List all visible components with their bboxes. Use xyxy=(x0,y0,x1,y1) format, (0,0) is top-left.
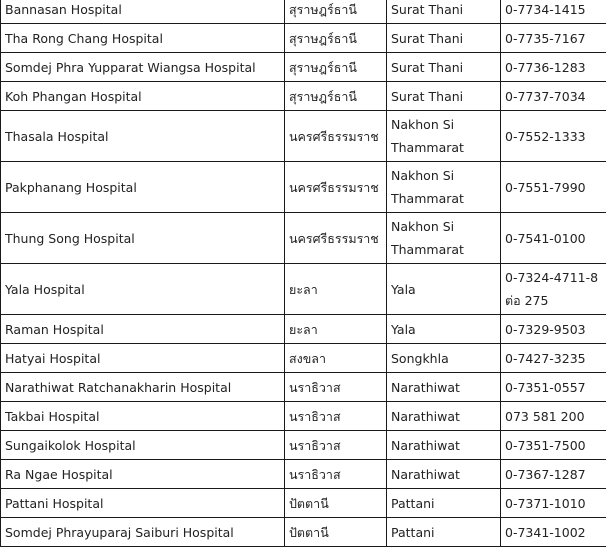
phone-number: 0-7552-1333 xyxy=(501,111,606,162)
table-row xyxy=(1,82,606,111)
hospital-name: Yala Hospital xyxy=(1,264,285,315)
phone-number: 0-7351-7500 xyxy=(501,431,606,460)
table-row xyxy=(1,264,606,315)
table-row xyxy=(1,373,606,402)
table-row xyxy=(1,162,606,213)
province-english: Pattani xyxy=(387,518,501,547)
province-thai: นราธิวาส xyxy=(285,431,387,460)
province-thai: สงขลา xyxy=(285,344,387,373)
phone-number: 0-7735-7167 xyxy=(501,24,606,53)
hospital-name: Thasala Hospital xyxy=(1,111,285,162)
hospital-name: Thung Song Hospital xyxy=(1,213,285,264)
phone-number: 0-7734-1415 xyxy=(501,0,606,24)
province-thai: สุราษฎร์ธานี xyxy=(285,0,387,24)
table-row xyxy=(1,111,606,162)
phone-number: 0-7367-1287 xyxy=(501,460,606,489)
phone-number: 0-7371-1010 xyxy=(501,489,606,518)
table-row xyxy=(1,213,606,264)
hospital-name: Takbai Hospital xyxy=(1,402,285,431)
province-english: Yala xyxy=(387,315,501,344)
province-thai: ปัตตานี xyxy=(285,518,387,547)
province-thai: ยะลา xyxy=(285,264,387,315)
table-row xyxy=(1,344,606,373)
province-english: Songkhla xyxy=(387,344,501,373)
phone-number: 0-7551-7990 xyxy=(501,162,606,213)
province-thai: ยะลา xyxy=(285,315,387,344)
province-thai: นราธิวาส xyxy=(285,373,387,402)
phone-number: 0-7541-0100 xyxy=(501,213,606,264)
phone-number: 0-7329-9503 xyxy=(501,315,606,344)
province-english: Narathiwat xyxy=(387,431,501,460)
hospital-name: Pattani Hospital xyxy=(1,489,285,518)
hospital-name: Raman Hospital xyxy=(1,315,285,344)
province-english: Nakhon Si Thammarat xyxy=(387,213,501,264)
province-english: Surat Thani xyxy=(387,0,501,24)
province-english: Surat Thani xyxy=(387,53,501,82)
province-thai: สุราษฎร์ธานี xyxy=(285,82,387,111)
table-row xyxy=(1,0,606,24)
table-row xyxy=(1,402,606,431)
phone-number: 0-7427-3235 xyxy=(501,344,606,373)
province-english: Narathiwat xyxy=(387,373,501,402)
table-row xyxy=(1,460,606,489)
hospital-name: Bannasan Hospital xyxy=(1,0,285,24)
table-row xyxy=(1,53,606,82)
province-english: Surat Thani xyxy=(387,24,501,53)
province-thai: สุราษฎร์ธานี xyxy=(285,24,387,53)
phone-number: 0-7324-4711-8 ต่อ 275 xyxy=(501,264,606,315)
phone-number: 0-7737-7034 xyxy=(501,82,606,111)
province-thai: ปัตตานี xyxy=(285,489,387,518)
table-row xyxy=(1,315,606,344)
province-english: Narathiwat xyxy=(387,402,501,431)
province-thai: สุราษฎร์ธานี xyxy=(285,53,387,82)
hospital-name: Tha Rong Chang Hospital xyxy=(1,24,285,53)
province-english: Surat Thani xyxy=(387,82,501,111)
province-thai: นครศรีธรรมราช xyxy=(285,162,387,213)
phone-number: 0-7736-1283 xyxy=(501,53,606,82)
province-thai: นราธิวาส xyxy=(285,402,387,431)
table-row xyxy=(1,518,606,547)
hospital-name: Sungaikolok Hospital xyxy=(1,431,285,460)
province-english: Yala xyxy=(387,264,501,315)
hospital-name: Hatyai Hospital xyxy=(1,344,285,373)
phone-number: 073 581 200 xyxy=(501,402,606,431)
province-english: Nakhon Si Thammarat xyxy=(387,111,501,162)
table-row xyxy=(1,24,606,53)
hospital-name: Somdej Phra Yupparat Wiangsa Hospital xyxy=(1,53,285,82)
hospital-name: Ra Ngae Hospital xyxy=(1,460,285,489)
province-thai: นครศรีธรรมราช xyxy=(285,213,387,264)
province-thai: นราธิวาส xyxy=(285,460,387,489)
phone-number: 0-7341-1002 xyxy=(501,518,606,547)
table-row xyxy=(1,489,606,518)
hospital-name: Narathiwat Ratchanakharin Hospital xyxy=(1,373,285,402)
province-english: Narathiwat xyxy=(387,460,501,489)
province-english: Pattani xyxy=(387,489,501,518)
province-english: Nakhon Si Thammarat xyxy=(387,162,501,213)
province-thai: นครศรีธรรมราช xyxy=(285,111,387,162)
hospital-table-body xyxy=(1,0,606,547)
hospital-name: Somdej Phrayuparaj Saiburi Hospital xyxy=(1,518,285,547)
hospital-name: Pakphanang Hospital xyxy=(1,162,285,213)
hospital-name: Koh Phangan Hospital xyxy=(1,82,285,111)
phone-number: 0-7351-0557 xyxy=(501,373,606,402)
table-row xyxy=(1,431,606,460)
